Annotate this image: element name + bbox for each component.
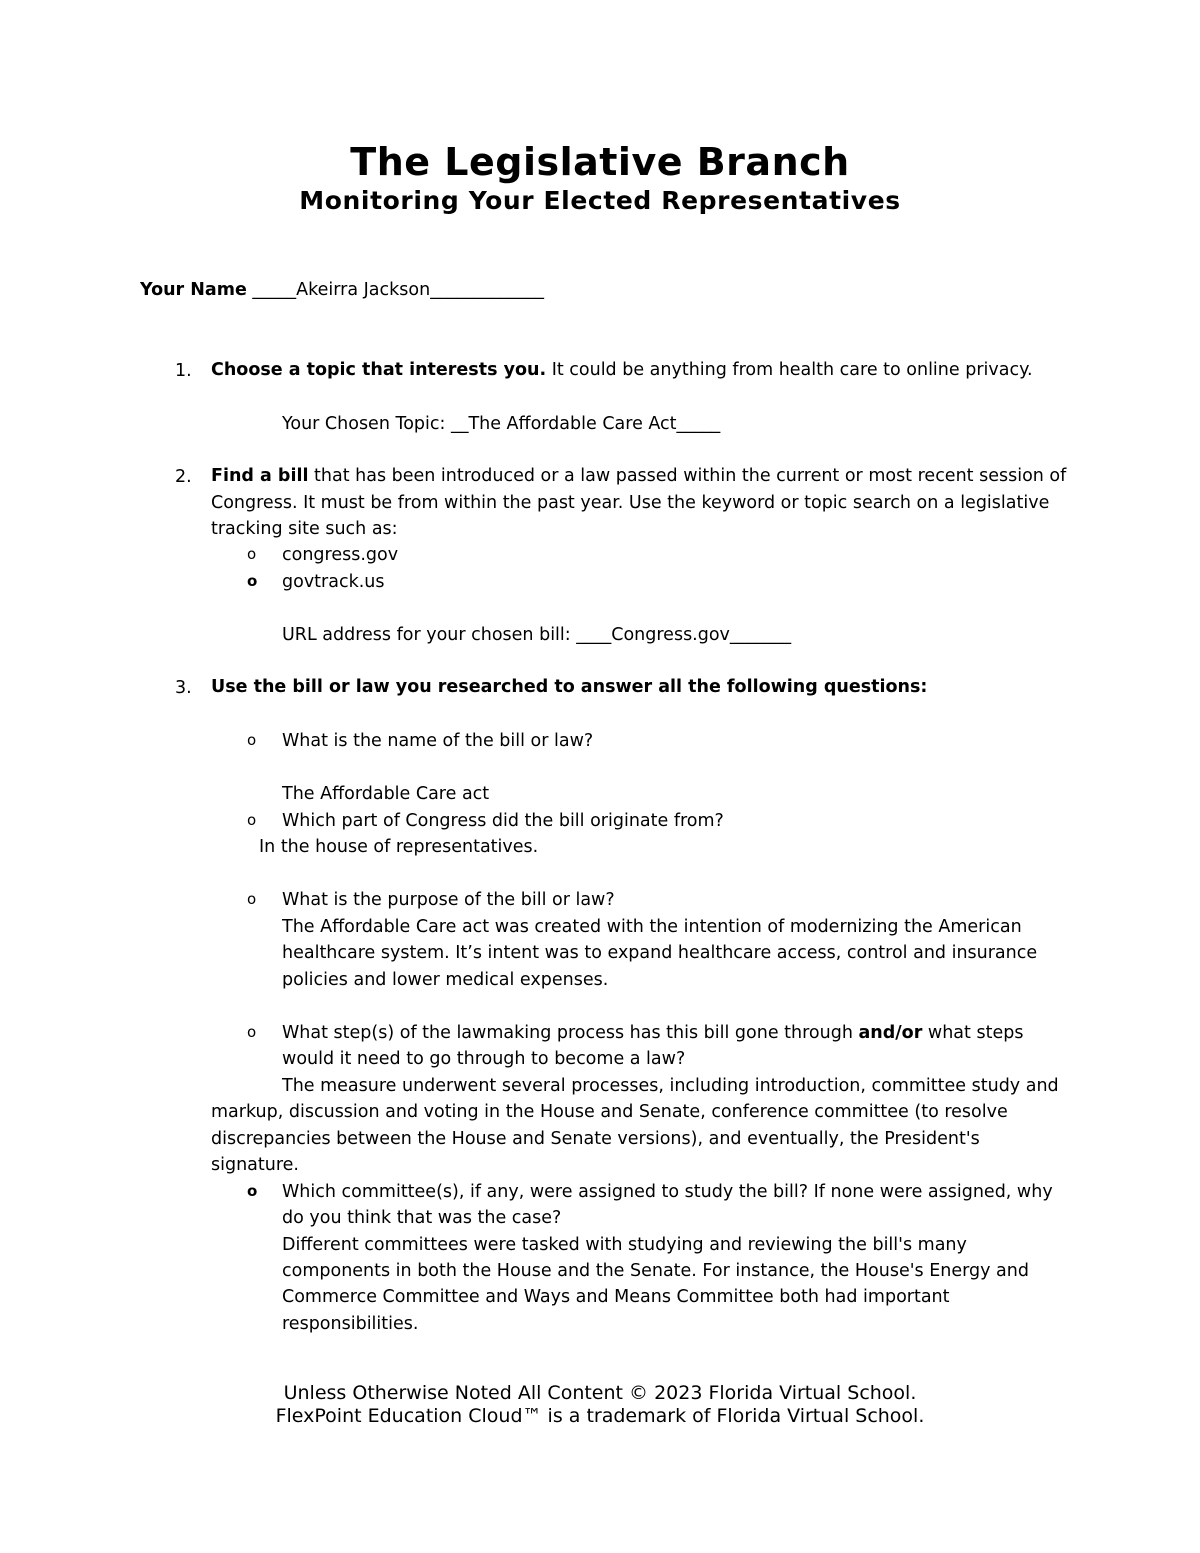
bullet-icon: o [247,731,257,749]
site-govtrack: govtrack.us [282,572,385,592]
bullet-icon: o [247,890,257,908]
q2-number: 2. [175,467,192,487]
q3e-question-line: Which committee(s), if any, were assigned to study the bill? If none were assigned, why [282,1182,1053,1202]
q3e-answer-line: components in both the House and the Senate. For instance, the House's Energy and [282,1261,1029,1281]
q1-answer: Your Chosen Topic: __The Affordable Care Act_____ [282,414,721,434]
q3a-answer: The Affordable Care act [282,784,490,804]
q3c-question: What is the purpose of the bill or law? [282,890,615,910]
page-subtitle: Monitoring Your Elected Representatives [299,186,901,215]
q3d-answer-line: discrepancies between the House and Senate versions), and eventually, the President's [211,1129,980,1149]
q3d-question-part1: What step(s) of the lawmaking process has this bill gone through [282,1023,859,1043]
q1-bold: Choose a topic that interests you. [211,360,547,380]
q3d-question-line1 [282,1020,1023,1047]
q3d-question-bold: and/or [858,1023,923,1043]
bullet-icon: o [247,811,257,829]
q3-bold: Use the bill or law you researched to answer all the following questions: [211,677,928,697]
bullet-icon: o [247,1023,257,1041]
q1-number: 1. [175,361,192,381]
bullet-icon: o [247,545,257,563]
footer-copyright: Unless Otherwise Noted All Content © 2023 Florida Virtual School. [283,1382,917,1404]
q3d-answer-line: The measure underwent several processes, including introduction, committee study and [282,1076,1059,1096]
q3e-answer-line: responsibilities. [282,1314,419,1334]
q3d-answer-line: markup, discussion and voting in the House and Senate, conference committee (to resolve [211,1102,1008,1122]
q2-text-line3: tracking site such as: [211,519,398,539]
q1-rest: It could be anything from health care to online privacy. [546,360,1033,380]
page-title: The Legislative Branch [350,140,850,184]
q3-heading [211,674,927,701]
q3a-question: What is the name of the bill or law? [282,731,594,751]
q2-text-line1 [211,463,1066,490]
q3d-question-part2: what steps [922,1023,1024,1043]
name-line [140,277,544,304]
q3d-answer-line: signature. [211,1155,299,1175]
q3e-answer-line: Commerce Committee and Ways and Means Committee both had important [282,1287,950,1307]
site-congress: congress.gov [282,545,399,565]
bullet-icon: o [247,1182,258,1200]
bullet-icon: o [247,572,258,590]
q3d-question-line2: would it need to go through to become a law? [282,1049,686,1069]
q3e-answer-line: Different committees were tasked with studying and reviewing the bill's many [282,1235,967,1255]
name-label: Your Name [140,280,247,300]
q1-text [211,357,1033,384]
footer-trademark: FlexPoint Education Cloud™ is a trademark of Florida Virtual School. [275,1405,925,1427]
q2-bold: Find a bill [211,466,309,486]
q3e-question-line: do you think that was the case? [282,1208,562,1228]
q2-url-answer: URL address for your chosen bill: ____Congress.gov_______ [282,625,792,645]
q2-text-line2: Congress. It must be from within the past year. Use the keyword or topic search on a legislative [211,493,1050,513]
q3b-answer: In the house of representatives. [259,837,539,857]
name-value: _____Akeirra Jackson_____________ [246,280,544,300]
q3-number: 3. [175,678,192,698]
q3b-question: Which part of Congress did the bill originate from? [282,811,724,831]
q3c-answer-line: policies and lower medical expenses. [282,970,609,990]
q3c-answer-line: The Affordable Care act was created with the intention of modernizing the American [282,917,1022,937]
q2-rest: that has been introduced or a law passed within the current or most recent session of [308,466,1067,486]
q3c-answer-line: healthcare system. It’s intent was to expand healthcare access, control and insurance [282,943,1038,963]
